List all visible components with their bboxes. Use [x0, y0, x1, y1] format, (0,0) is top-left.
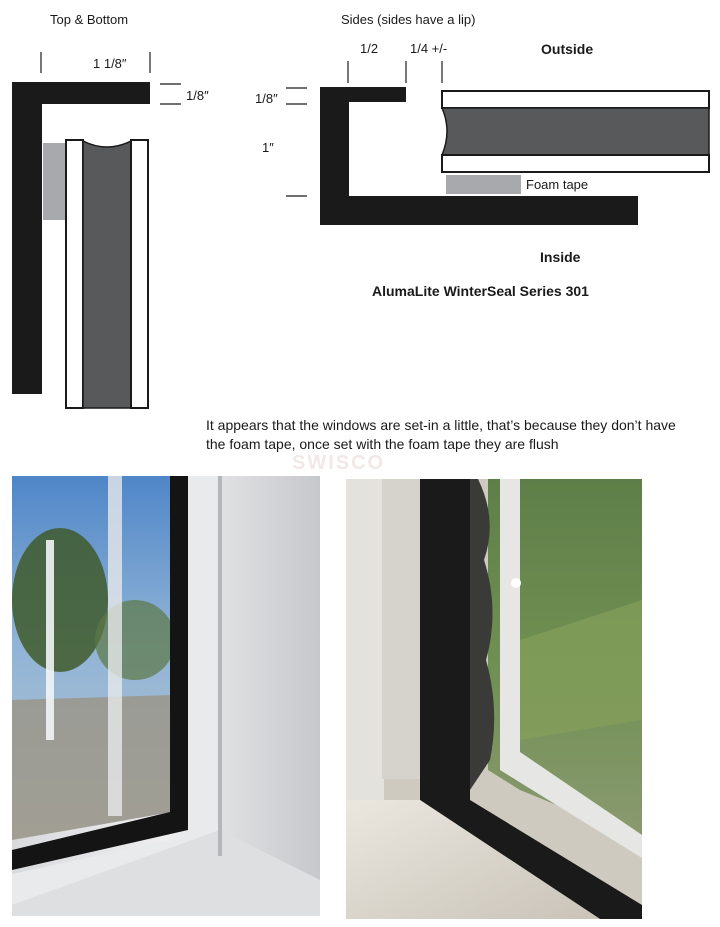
sides-inch-dim: 1″: [262, 140, 274, 155]
top-bottom-heading: Top & Bottom: [50, 12, 129, 27]
sides-quarter-dim: 1/4 +/-: [410, 41, 448, 56]
top-bottom-width-dim: 1 1/8″: [93, 56, 127, 71]
top-bottom-foam-tape: [43, 143, 65, 220]
photo-window-corner: [346, 479, 642, 919]
top-bottom-thickness-dim: 1/8″: [186, 88, 209, 103]
top-bottom-panel-left-strip: [66, 140, 83, 408]
sides-panel-top-strip: [442, 91, 709, 108]
sides-panel-core: [442, 108, 709, 155]
photo-window-without-tape: [12, 476, 320, 916]
sides-foam-tape: [446, 175, 521, 194]
sides-eighth-dim: 1/8″: [255, 91, 278, 106]
inside-label: Inside: [540, 249, 581, 265]
installation-note: It appears that the windows are set-in a little, that’s because they don’t have the foam tape, once set with the foam tape they are flush: [206, 417, 676, 452]
outside-label: Outside: [541, 41, 594, 57]
sides-heading: Sides (sides have a lip): [341, 12, 476, 27]
top-bottom-panel-core: [83, 141, 131, 408]
sides-half-dim: 1/2: [360, 41, 379, 56]
top-bottom-panel-right-strip: [131, 140, 148, 408]
foam-tape-label: Foam tape: [526, 177, 589, 192]
watermark: SWISCO: [292, 452, 386, 474]
sides-panel-bottom-strip: [442, 155, 709, 172]
product-title: AlumaLite WinterSeal Series 301: [372, 283, 589, 299]
